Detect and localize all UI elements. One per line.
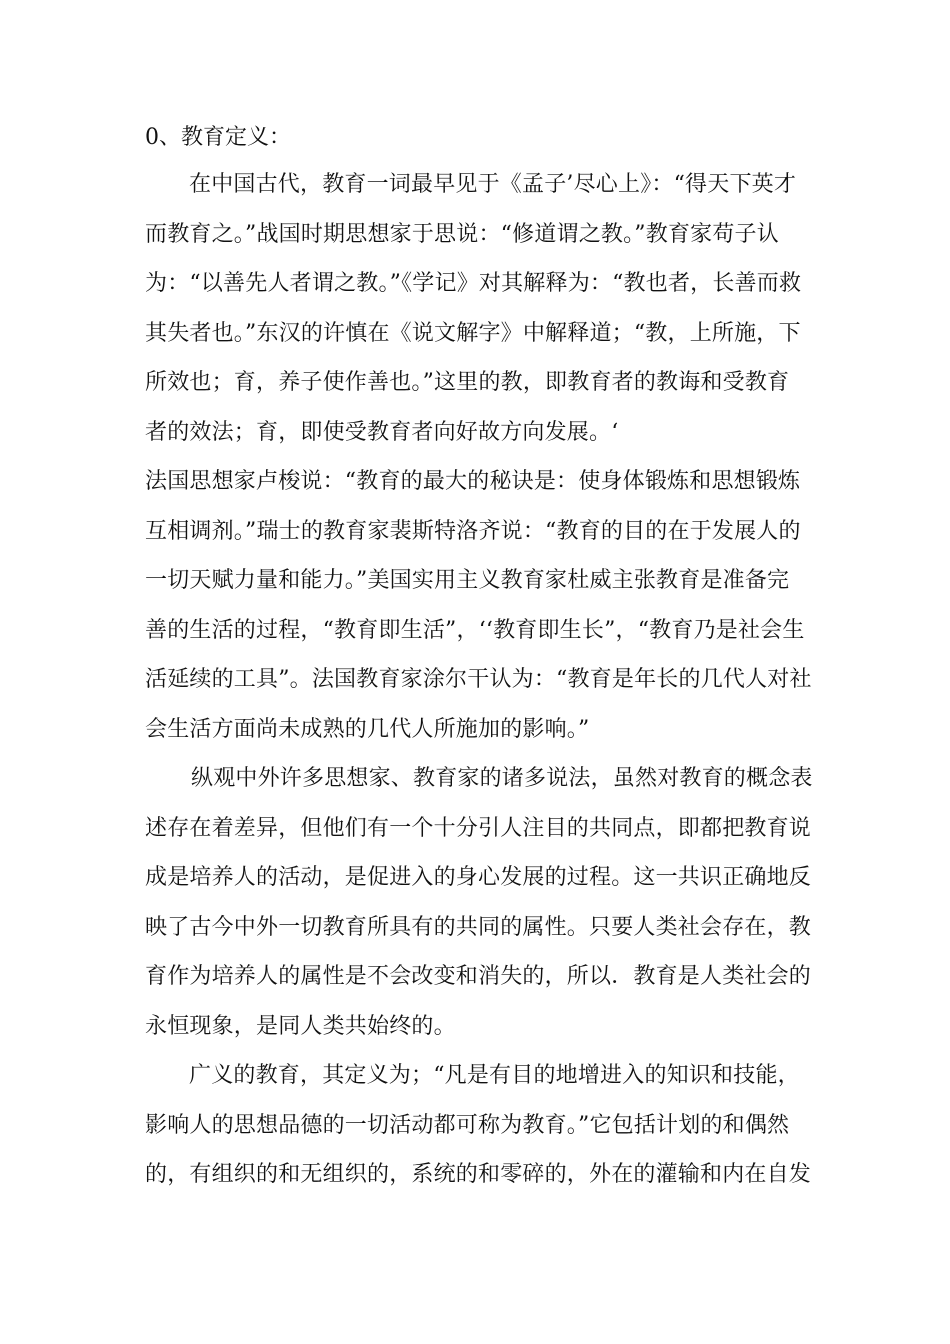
paragraph-line: 所效也；育，养子使作善也。”这里的教，即教育者的教诲和受教育: [145, 370, 790, 395]
paragraph-line: 为：“以善先人者谓之教。”《学记》对其解释为：“教也者，长善而救: [145, 271, 802, 296]
paragraph-line: 其失者也。”东汉的许慎在《说文解字》中解释道；“教，上所施，下: [145, 320, 801, 346]
paragraph-line: 影响人的思想品德的一切活动都可称为教育。”它包括计划的和偶然: [145, 1112, 790, 1138]
paragraph-line: 广义的教育，其定义为；“凡是有目的地增进入的知识和技能，: [189, 1063, 800, 1088]
paragraph-western-thinkers: [145, 457, 812, 754]
paragraph-line: 映了古今中外一切教育所具有的共同的属性。只要人类社会存在，教: [145, 914, 812, 940]
paragraph-line: 善的生活的过程，“教育即生活”，‘‘教育即生长”，“教育乃是社会生: [145, 617, 805, 643]
paragraph-line: 互相调剂。”瑞士的教育家裴斯特洛齐说：“教育的目的在于发展人的: [145, 518, 801, 544]
paragraph-line: 述存在着差异，但他们有一个十分引人注目的共同点，即都把教育说: [145, 815, 812, 841]
paragraph-line: 纵观中外许多思想家、教育家的诸多说法，虽然对教育的概念表: [191, 766, 813, 791]
paragraph-line: 永恒现象，是同人类共始终的。: [145, 1013, 456, 1039]
paragraph-line: 而教育之。”战国时期思想家于思说：“修道谓之教。”教育家苟子认: [145, 221, 779, 247]
paragraph-ancient-chinese-definition: [145, 160, 807, 457]
paragraph-line: 会生活方面尚未成熟的几代人所施加的影响。”: [145, 716, 590, 742]
paragraph-common-point: [145, 754, 813, 1051]
paragraph-line: 法国思想家卢梭说：“教育的最大的秘诀是：使身体锻炼和思想锻炼: [145, 469, 801, 494]
paragraph-line: 一切天赋力量和能力。”美国实用主义教育家杜威主张教育是准备完: [145, 568, 790, 593]
paragraph-line: 育作为培养人的属性是不会改变和消失的，所以．教育是人类社会的: [145, 964, 812, 989]
paragraph-broad-definition: [145, 1051, 812, 1200]
paragraph-line: 活延续的工具”。法国教育家涂尔干认为：“教育是年长的几代人对社: [145, 667, 812, 692]
section-heading: 0、教育定义：: [145, 125, 291, 150]
paragraph-line: 在中国古代，教育一词最早见于《孟子’尽心上》：“得天下英才: [189, 172, 797, 197]
paragraph-line: 者的效法；育，即使受教育者向好故方向发展。‘: [145, 419, 619, 445]
paragraph-line: 成是培养人的活动，是促进入的身心发展的过程。这一共识正确地反: [145, 865, 812, 890]
paragraph-line: 的，有组织的和无组织的，系统的和零碎的，外在的灌输和内在自发: [145, 1162, 812, 1187]
